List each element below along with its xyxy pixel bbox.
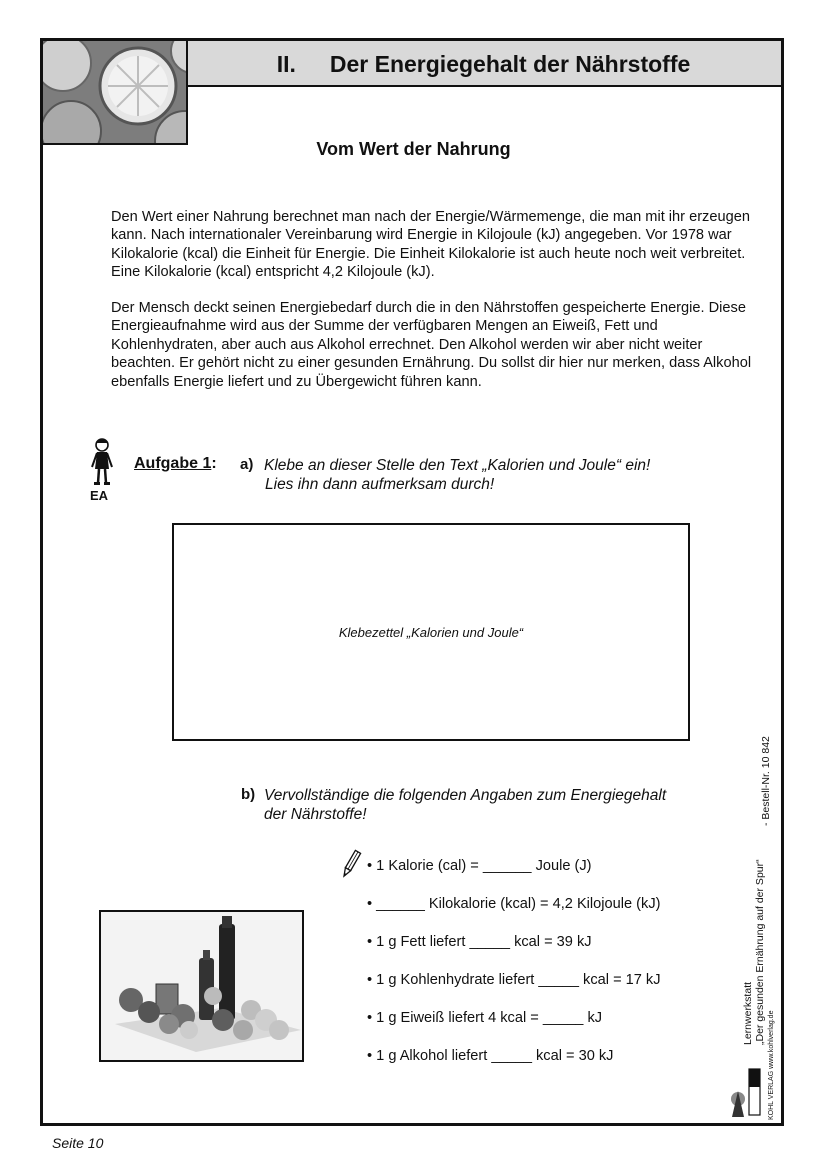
order-number [760,736,772,826]
book-title [754,859,766,1045]
task-a-marker: a) [240,456,254,473]
task-title-colon: : [211,455,217,472]
food-photo [99,910,304,1062]
chapter-title: Der Energiegehalt der Nährstoffe [329,50,691,77]
series-name: Lernwerkstatt [742,981,754,1045]
task-title [134,455,217,473]
fill-item-fat[interactable]: • 1 g Fett liefert _____ kcal = 39 kJ [367,934,592,950]
order-separator: - [760,822,772,826]
sticker-label: Klebezettel „Kalorien und Joule“ [338,624,524,640]
task-b-instruction [264,786,694,824]
sticker-area [172,523,690,741]
task-a-line-2: Lies ihn dann aufmerksam durch! [265,476,495,493]
chapter-heading [186,41,781,87]
task-a-line-1: Klebe an dieser Stelle den Text „Kalorien und Joule“ ein! [264,457,651,474]
intro-paragraph-1: Den Wert einer Nahrung berechnet man nach der Energie/Wärmemenge, die man mit ihr erzeugen kann. Nach internationaler Vereinbarung wird Energie in Kilojoule (kJ) angegeben. Vor 1978 war Kilokalorie (kcal) die Einheit für Energie. Die Einheit Kilokalorie ist auch heute noch weit verbreitet. Eine Kilokalorie (kcal) entspricht 4,2 Kilojoule (kJ). [111,209,750,281]
series-title [742,859,766,1045]
section-subtitle: Vom Wert der Nahrung [316,139,511,159]
task-title-text: Aufgabe 1 [134,455,212,472]
fill-item-carbohydrates[interactable]: • 1 g Kohlenhydrate liefert _____ kcal = 17 kJ [367,972,661,988]
book-title-text: „Der gesunden Ernährung auf der Spur“ [754,859,766,1045]
publisher-logo [729,1055,761,1117]
chapter-number: II. [276,50,296,77]
task-a-instruction [264,456,704,494]
fill-item-protein[interactable]: • 1 g Eiweiß liefert 4 kcal = _____ kJ [367,1010,603,1026]
task-b-marker: b) [241,786,256,803]
fill-item-kilocalorie[interactable]: • ______ Kilokalorie (kcal) = 4,2 Kilojoule (kJ) [367,896,661,912]
publisher-name-text: KOHL VERLAG [768,1070,775,1120]
oranges-photo [43,41,188,145]
task-b-line-2: der Nährstoffe! [264,806,367,823]
fill-item-alcohol[interactable]: • 1 g Alkohol liefert _____ kcal = 30 kJ [367,1048,614,1064]
pencil-icon [340,849,362,879]
order-number-text: Bestell-Nr. 10 842 [760,736,772,820]
page-number: Seite 10 [52,1135,104,1151]
fill-in-list [367,858,661,1086]
publisher-website[interactable]: www.kohlverlag.de [768,1010,775,1069]
person-icon [88,437,116,489]
ea-label: EA [90,488,109,503]
fill-item-calorie[interactable]: • 1 Kalorie (cal) = ______ Joule (J) [367,858,592,874]
publisher-name [768,1011,775,1120]
intro-paragraph-2: Der Mensch deckt seinen Energiebedarf durch die in den Nährstoffen gespeicherte Energie. Diese Energieaufnahme wird aus der Summe der verfügbaren Mengen an Eiweiß, Fett und Kohlenhydraten, aber auch aus Alkohol errechnet. Den Alkohol werden wir aber nicht weiter beachten. Er gehört nicht zu einer gesunden Ernährung. Du sollst dir hier nur merken, dass Alkohol ebenfalls Energie liefert und zu Übergewicht führen kann. [111,300,752,390]
task-b-line-1: Vervollständige die folgenden Angaben zum Energiegehalt [264,787,667,804]
